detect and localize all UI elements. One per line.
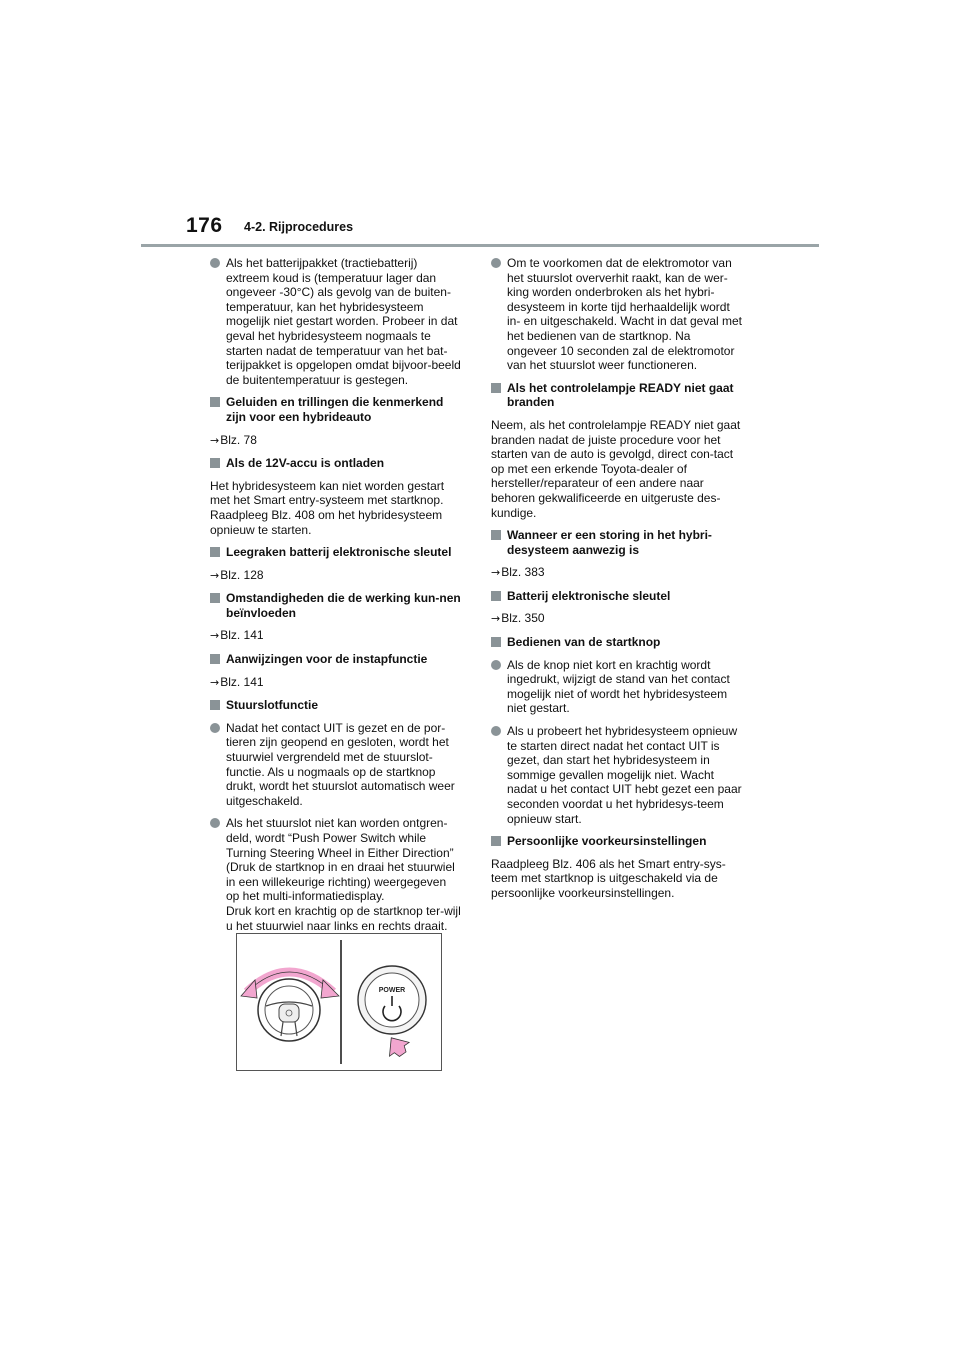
subheading-text: Geluiden en trillingen die kenmerkend zijn voor een hybrideauto bbox=[226, 395, 444, 424]
page-reference[interactable] bbox=[210, 675, 462, 691]
page-reference[interactable] bbox=[491, 565, 743, 581]
subheading bbox=[210, 652, 462, 667]
bullet-circle-icon bbox=[491, 660, 501, 670]
steering-wheel-power-switch-illustration bbox=[236, 933, 442, 1071]
subheading-text: Als het controlelampje READY niet gaat branden bbox=[507, 380, 734, 410]
illustration-svg bbox=[237, 934, 441, 1070]
arrow-right-icon: → bbox=[491, 612, 501, 626]
subheading bbox=[491, 589, 743, 604]
bullet-circle-icon bbox=[210, 258, 220, 268]
bullet-text: Om te voorkomen dat de elektromotor van het stuurslot oververhit raakt, kan de wer-king worden onderbroken als het hybri-desysteem in korte tijd herhaaldelijk wordt in- en uitgeschakeld. Wacht in dat geval met het bedienen van de startknop. Na ongeveer 10 seconden zal de elektromotor van het stuurslot weer functioneren. bbox=[507, 256, 743, 373]
push-arrow-icon bbox=[381, 1031, 412, 1061]
steering-wheel-icon bbox=[258, 979, 320, 1041]
left-column bbox=[210, 256, 462, 941]
square-marker-icon bbox=[491, 637, 501, 647]
bullet-item bbox=[210, 816, 462, 933]
arrow-right-icon: → bbox=[210, 629, 220, 643]
square-marker-icon bbox=[210, 397, 220, 407]
reference-text: Blz. 383 bbox=[501, 565, 545, 580]
subheading bbox=[210, 698, 462, 713]
bullet-circle-icon bbox=[491, 258, 501, 268]
power-label: POWER bbox=[378, 987, 406, 994]
paragraph: Raadpleeg Blz. 406 als het Smart entry-sys-teem met startknop is uitgeschakeld via de persoonlijke voorkeursinstellingen. bbox=[491, 856, 726, 900]
subheading bbox=[491, 834, 743, 849]
arrow-head-right-icon bbox=[321, 980, 339, 998]
subheading-text: Als de 12V-accu is ontladen bbox=[226, 456, 385, 471]
subheading-text: Omstandigheden die de werking kun-nen beïnvloeden bbox=[226, 591, 461, 620]
arrow-right-icon: → bbox=[210, 675, 220, 689]
bullet-text-continued: Druk kort en krachtig op de startknop ter-wijl u het stuurwiel naar links en rechts draait. bbox=[226, 903, 461, 933]
bullet-circle-icon bbox=[210, 818, 220, 828]
page-reference[interactable] bbox=[210, 568, 462, 584]
bullet-item bbox=[210, 256, 462, 387]
subheading-text: Wanneer er een storing in het hybri-desysteem aanwezig is bbox=[507, 528, 712, 557]
right-column bbox=[491, 256, 743, 909]
subheading-text: Persoonlijke voorkeursinstellingen bbox=[507, 834, 707, 849]
square-marker-icon bbox=[491, 836, 501, 846]
bullet-item bbox=[491, 724, 743, 826]
subheading bbox=[210, 591, 462, 620]
arrow-right-icon: → bbox=[210, 568, 220, 582]
square-marker-icon bbox=[210, 458, 220, 468]
square-marker-icon bbox=[210, 547, 220, 557]
subheading bbox=[491, 528, 743, 557]
reference-text: Blz. 128 bbox=[220, 567, 264, 582]
bullet-text: Als u probeert het hybridesysteem opnieuw te starten direct nadat het contact UIT is gezet, dan start het hybridesysteem in sommige gevallen mogelijk niet. Wacht nadat u het contact UIT hebt gezet een paar seconden voordat u het hybridesys-teem opnieuw start. bbox=[507, 724, 742, 826]
square-marker-icon bbox=[210, 700, 220, 710]
power-button-icon bbox=[358, 966, 426, 1034]
square-marker-icon bbox=[210, 593, 220, 603]
arrow-right-icon: → bbox=[491, 566, 501, 580]
square-marker-icon bbox=[491, 591, 501, 601]
paragraph: Het hybridesysteem kan niet worden gestart met het Smart entry-systeem met startknop. Raadpleeg Blz. 408 om het hybridesysteem opnieuw te starten. bbox=[210, 478, 445, 537]
bullet-text: Nadat het contact UIT is gezet en de por-tieren zijn geopend en gesloten, wordt het stuurwiel vergrendeld met de stuurslot-functie. Als u nogmaals op de startknop drukt, wordt het stuurslot automatisch weer uitgeschakeld. bbox=[226, 720, 455, 808]
subheading-text: Batterij elektronische sleutel bbox=[507, 588, 671, 603]
subheading bbox=[210, 456, 462, 471]
subheading-text: Leegraken batterij elektronische sleutel bbox=[226, 545, 452, 560]
subheading-text: Aanwijzingen voor de instapfunctie bbox=[226, 652, 428, 667]
page-reference[interactable] bbox=[210, 628, 462, 644]
page-reference[interactable] bbox=[210, 433, 462, 449]
reference-text: Blz. 78 bbox=[220, 432, 257, 447]
bullet-text: Als het batterijpakket (tractiebatterij) extreem koud is (temperatuur lager dan ongeveer -30°C) als gevolg van de buiten-temperatuur, kan het hybridesysteem mogelijk niet gestart worden. Probeer in dat geval het hybridesysteem nogmaals te starten nadat de temperatuur van het bat-terijpakket is opgelopen omdat bijvoor-beeld de buitentemperatuur is gestegen. bbox=[226, 256, 461, 387]
subheading bbox=[210, 545, 462, 560]
subheading-text: Bedienen van de startknop bbox=[507, 635, 661, 650]
reference-text: Blz. 350 bbox=[501, 611, 545, 626]
reference-text: Blz. 141 bbox=[220, 628, 264, 643]
square-marker-icon bbox=[491, 383, 501, 393]
bullet-text: Als de knop niet kort en krachtig wordt ingedrukt, wijzigt de stand van het contact mogelijk niet of wordt het hybridesysteem niet gestart. bbox=[507, 657, 730, 716]
square-marker-icon bbox=[210, 654, 220, 664]
reference-text: Blz. 141 bbox=[220, 674, 264, 689]
bullet-item bbox=[210, 721, 462, 809]
page-number: 176 bbox=[186, 214, 223, 237]
subheading-text: Stuurslotfunctie bbox=[226, 698, 318, 713]
bullet-circle-icon bbox=[491, 726, 501, 736]
subheading bbox=[210, 395, 462, 424]
arrow-head-left-icon bbox=[241, 980, 257, 998]
bullet-item bbox=[491, 658, 743, 716]
bullet-text: Als het stuurslot niet kan worden ontgren-deld, wordt “Push Power Switch while Turning Steering Wheel in Either Direction” (Druk de startknop in en draai het stuurwiel in een willekeurige richting) weergegeven op het multi-informatiedisplay. bbox=[226, 816, 455, 904]
subheading bbox=[491, 635, 743, 650]
arrow-right-icon: → bbox=[210, 433, 220, 447]
subheading bbox=[491, 381, 743, 410]
paragraph: Neem, als het controlelampje READY niet gaat branden nadat de juiste procedure voor het starten van de auto is gevolgd, direct con-tact op met een erkende Toyota-dealer of hersteller/reparateur of een andere naar behoren gekwalificeerde en uitgeruste des-kundige. bbox=[491, 417, 741, 520]
section-title: 4-2. Rijprocedures bbox=[244, 220, 354, 234]
page-reference[interactable] bbox=[491, 611, 743, 627]
header-rule bbox=[141, 244, 819, 247]
bullet-item bbox=[491, 256, 743, 373]
square-marker-icon bbox=[491, 530, 501, 540]
bullet-circle-icon bbox=[210, 723, 220, 733]
